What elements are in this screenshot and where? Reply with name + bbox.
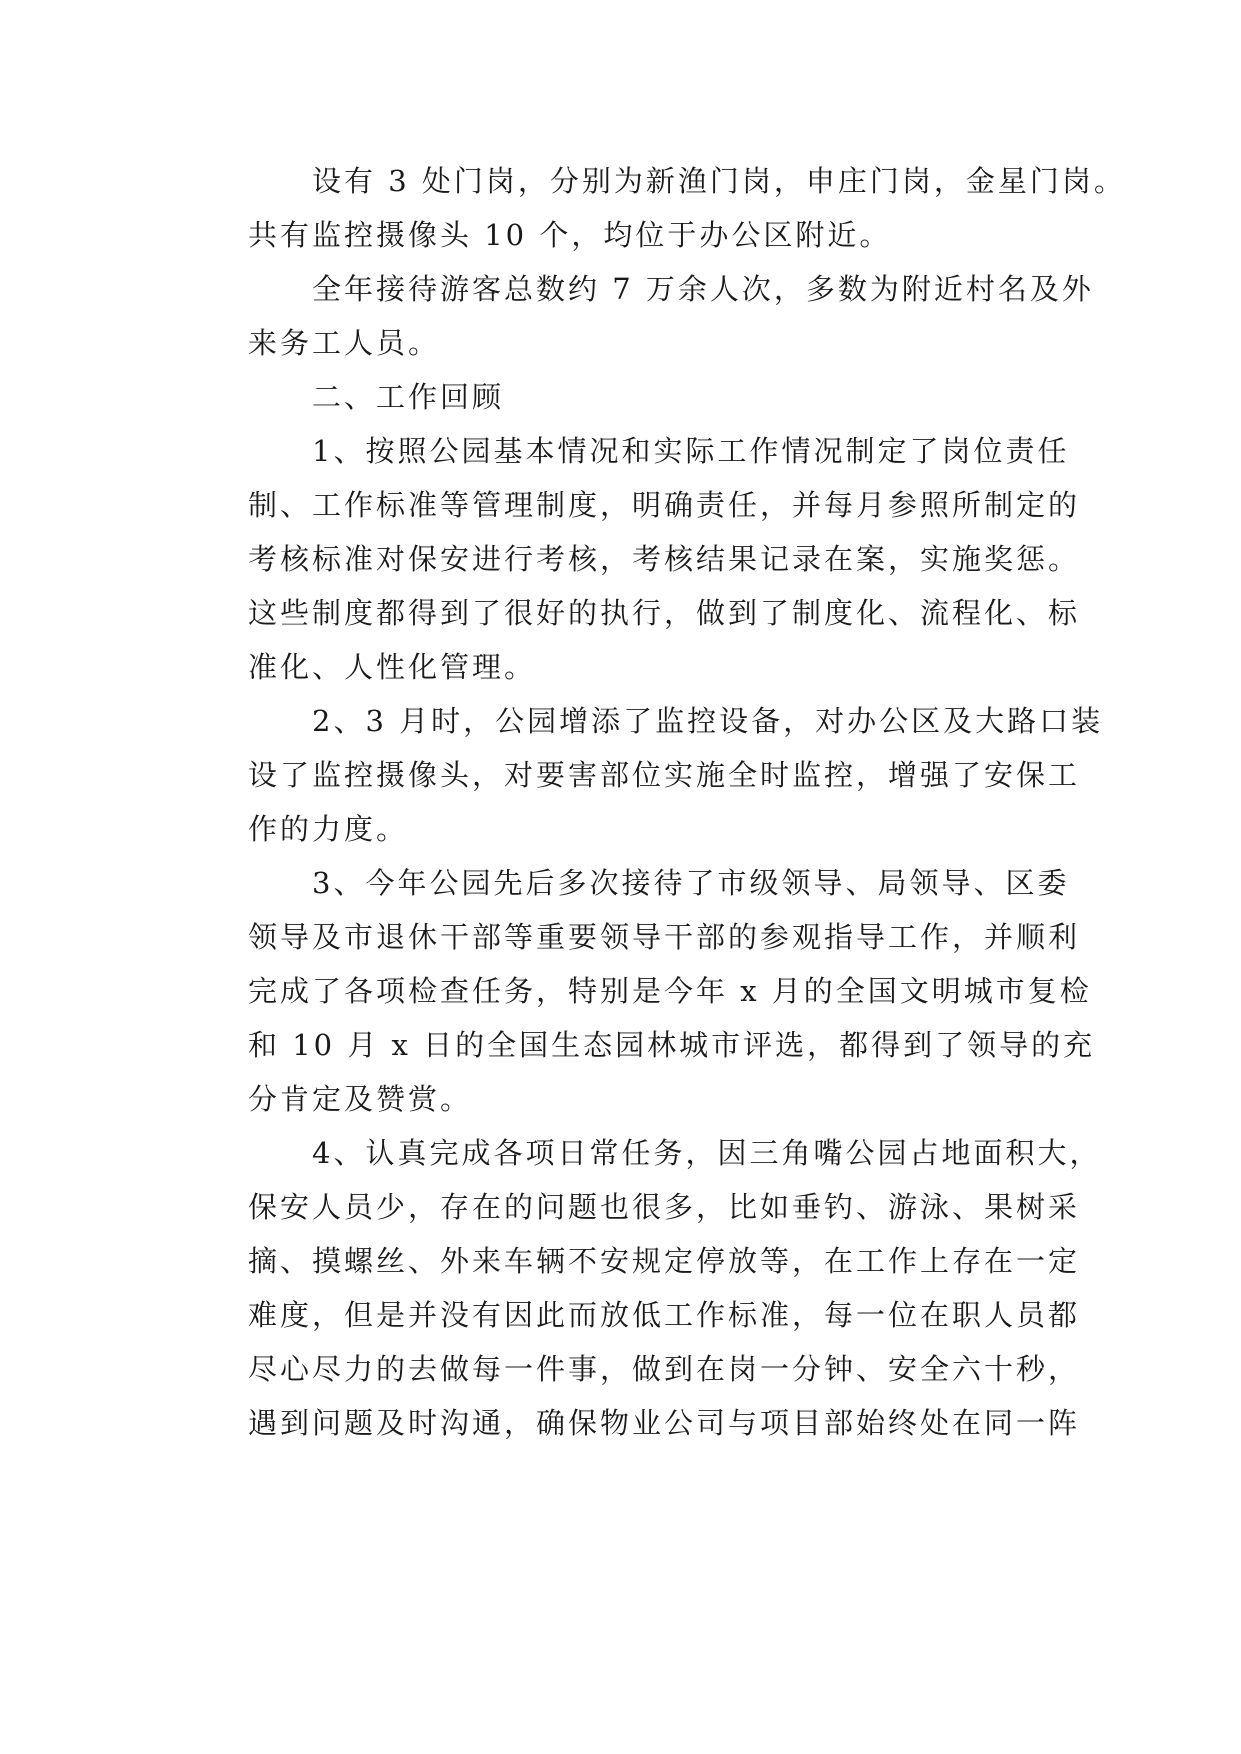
paragraph-item-2 — [190, 694, 1104, 856]
text-line: 4、认真完成各项日常任务，因三角嘴公园占地面积大， — [312, 1136, 1102, 1170]
text-line: 全年接待游客总数约 7 万余人次，多数为附近村名及外 — [312, 272, 1094, 306]
text-line: 难度，但是并没有因此而放低工作标准，每一位在职人员都 — [248, 1298, 1081, 1332]
text-line: 遇到问题及时沟通，确保物业公司与项目部始终处在同一阵 — [248, 1406, 1081, 1440]
text-line: 来务工人员。 — [248, 326, 441, 360]
paragraph-item-4 — [190, 1126, 1102, 1450]
document-body — [190, 154, 1126, 1450]
text-line: 这些制度都得到了很好的执行，做到了制度化、流程化、标 — [248, 596, 1081, 630]
text-line: 摘、摸螺丝、外来车辆不安规定停放等，在工作上存在一定 — [248, 1244, 1081, 1278]
section-heading: 二、工作回顾 — [312, 380, 505, 414]
text-line: 共有监控摄像头 10 个，均位于办公区附近。 — [248, 218, 892, 252]
text-line: 设有 3 处门岗，分别为新渔门岗，申庄门岗，金星门岗。 — [312, 164, 1126, 198]
text-line: 制、工作标准等管理制度，明确责任，并每月参照所制定的 — [248, 488, 1081, 522]
text-line: 1、按照公园基本情况和实际工作情况制定了岗位责任 — [312, 434, 1070, 468]
text-line: 3、今年公园先后多次接待了市级领导、局领导、区委 — [312, 866, 1070, 900]
text-line: 保安人员少，存在的问题也很多，比如垂钓、游泳、果树采 — [248, 1190, 1081, 1224]
text-line: 分肯定及赞赏。 — [248, 1082, 473, 1116]
section-heading-work-review — [190, 370, 1060, 424]
paragraph-item-1 — [190, 424, 1081, 694]
text-line: 完成了各项检查任务，特别是今年 x 月的全国文明城市复检 — [248, 974, 1092, 1008]
paragraph-gate-posts — [190, 154, 1126, 262]
text-line: 作的力度。 — [248, 812, 409, 846]
text-line: 准化、人性化管理。 — [248, 650, 537, 684]
text-line: 考核标准对保安进行考核，考核结果记录在案，实施奖惩。 — [248, 542, 1081, 576]
text-line: 尽心尽力的去做每一件事，做到在岗一分钟、安全六十秒， — [248, 1352, 1081, 1386]
text-line: 和 10 月 x 日的全国生态园林城市评选，都得到了领导的充 — [248, 1028, 1096, 1062]
text-line: 领导及市退休干部等重要领导干部的参观指导工作，并顺利 — [248, 920, 1081, 954]
text-line: 设了监控摄像头，对要害部位实施全时监控，增强了安保工 — [248, 758, 1081, 792]
paragraph-item-3 — [190, 856, 1096, 1126]
paragraph-visitors — [190, 262, 1094, 370]
text-line: 2、3 月时，公园增添了监控设备，对办公区及大路口装 — [312, 704, 1104, 738]
